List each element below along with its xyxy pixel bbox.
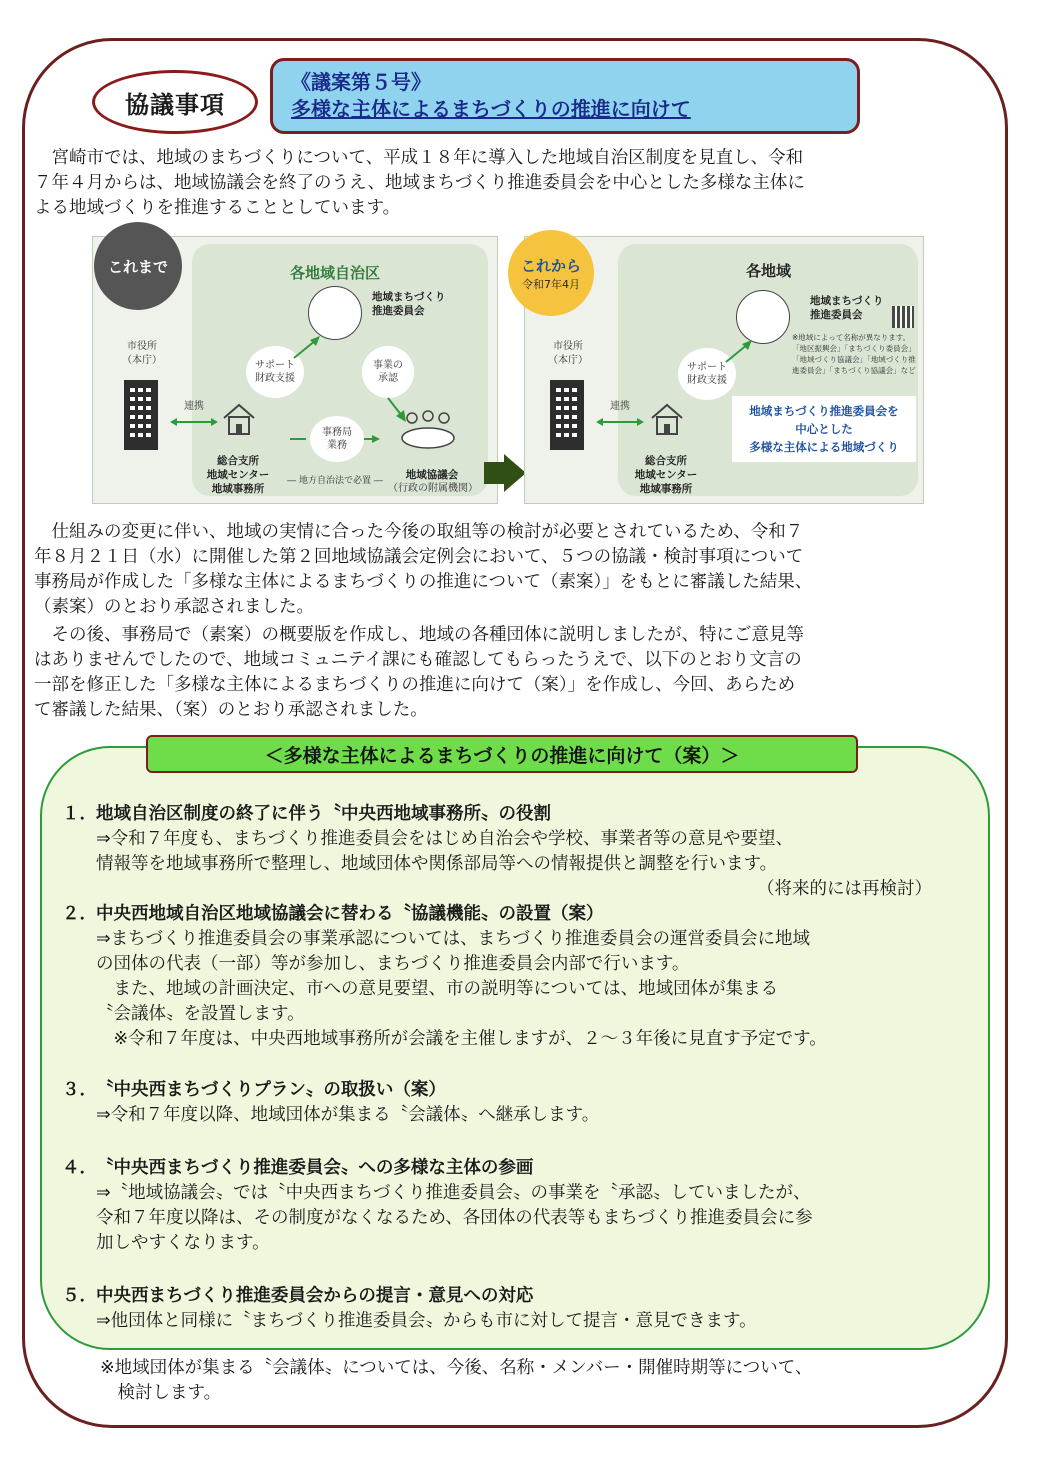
- item-line: ⇒他団体と同様に〝まちづくり推進委員会〟からも市に対して提言・意見できます。: [96, 1311, 757, 1331]
- process-paragraph: 仕組みの変更に伴い、地域の実情に合った今後の取組等の検討が必要とされているため、令和７ 年８月２１日（水）に開催した第２回地域協議会定例会において、５つの協議・検討事項について 事務局が作成した「多様な主体によるまちづくりの推進について（素案）」をもとに審議した結果、 （素案）のとおり承認されました。: [34, 522, 813, 617]
- qr-code-icon: [892, 306, 914, 328]
- proposal-item-3: [62, 1078, 982, 1128]
- support-bubble-right: サポート 財政支援: [678, 348, 736, 400]
- item-line: ⇒令和７年度も、まちづくり推進委員会をはじめ自治会や学校、事業者等の意見や要望、: [96, 829, 793, 849]
- two-way-arrow-icon: [170, 416, 218, 428]
- proposal-item-1: [62, 802, 982, 902]
- law-note: ― 地方自治法で必置 ―: [287, 476, 383, 486]
- proposal-item-4: [62, 1156, 982, 1256]
- committee-people-icon-right: [736, 290, 790, 344]
- renkei-label: 連携: [184, 401, 204, 412]
- highlight-line: 多様な主体による地域づくり: [749, 440, 899, 454]
- city-hall-label: 市役所 （本庁）: [122, 341, 162, 366]
- support-bubble: サポート 財政支援: [246, 346, 304, 398]
- item-heading: ２．中央西地域自治区地域協議会に替わる〝協議機能〟の設置（案）: [62, 904, 604, 924]
- proposal-item-5: [62, 1284, 982, 1334]
- approval-bubble: 事業の 承認: [362, 346, 414, 398]
- system-diagram: [92, 236, 958, 512]
- highlight-line: 中心とした: [795, 422, 853, 436]
- item-line: 加しやすくなります。: [96, 1233, 270, 1253]
- item-line: また、地域の計画決定、市への意見要望、市の説明等については、地域団体が集まる: [96, 979, 779, 999]
- renkei-label-right: 連携: [610, 401, 630, 412]
- footnote: [100, 1356, 970, 1406]
- proposal-title: ＜多様な主体によるまちづくりの推進に向けて（案）＞: [146, 735, 858, 773]
- item-line: ⇒まちづくり推進委員会の事業承認については、まちづくり推進委員会の運営委員会に地域: [96, 929, 810, 949]
- agenda-title-box: [270, 58, 860, 134]
- item-heading: ３．〝中央西まちづくりプラン〟の取扱い（案）: [62, 1080, 446, 1100]
- city-hall-building-icon: [124, 380, 158, 450]
- agenda-title: 多様な主体によるまちづくりの推進に向けて: [291, 97, 691, 121]
- house-icon-right: [650, 402, 684, 436]
- text-line: 宮崎市では、地域のまちづくりについて、平成１８年に導入した地域自治区制度を見直し、令和: [34, 148, 804, 168]
- before-title: 各地域自治区: [290, 264, 381, 282]
- highlight-line: 地域まちづくり推進委員会を: [749, 404, 899, 418]
- arrow-up-icon-right: [724, 340, 754, 364]
- item-line: ⇒令和７年度以降、地域団体が集まる〝会議体〟へ継承します。: [96, 1105, 600, 1125]
- item-heading: ５．中央西まちづくり推進委員会からの提言・意見への対応: [62, 1286, 534, 1306]
- city-hall-building-icon-right: [550, 380, 584, 450]
- item-line: ⇒〝地域協議会〟では〝中央西まちづくり推進委員会〟の事業を〝承認〟していましたが、: [96, 1183, 811, 1203]
- before-badge: これまで: [94, 222, 182, 310]
- committee-people-icon: [308, 286, 362, 340]
- meeting-table-icon: [398, 408, 458, 456]
- topic-badge: 協議事項: [92, 70, 258, 134]
- revision-paragraph: その後、事務局で（素案）の概要版を作成し、地域の各種団体に説明しましたが、特にご意見等 はありませんでしたので、地域コミュニテイ課にも確認してもらったうえで、以下のとおり文言の 一部を修正した「多様な主体によるまちづくりの推進に向けて（案）」を作成し、今回、あらため て審議した結果、（案）のとおり承認されました。: [34, 625, 804, 720]
- after-badge: [508, 230, 594, 316]
- item-heading: ４．〝中央西まちづくり推進委員会〟への多様な主体の参画: [62, 1158, 534, 1178]
- item-heading: １．地域自治区制度の終了に伴う〝中央西地域事務所〟の役割: [62, 804, 551, 824]
- committee-label-right: 地域まちづくり 推進委員会: [810, 295, 884, 321]
- intro-paragraph: [34, 146, 984, 221]
- footnote-line: ※地域団体が集まる〝会議体〟については、今後、名称・メンバー・開催時期等について、: [100, 1358, 813, 1378]
- agenda-number: 《議案第５号》: [291, 70, 431, 94]
- branch-label-right: 総合支所 地域センター 地域事務所: [634, 455, 698, 495]
- item-line: の団体の代表（一部）等が参加し、まちづくり推進委員会内部で行います。: [96, 954, 690, 974]
- council-sub-label: （行政の附属機関）: [388, 483, 478, 494]
- two-way-arrow-icon-right: [596, 416, 644, 428]
- committee-label: 地域まちづくり 推進委員会: [372, 291, 446, 317]
- item-line: 〝会議体〟を設置します。: [96, 1004, 305, 1024]
- house-icon: [222, 402, 256, 436]
- after-badge-text: これから: [520, 256, 581, 275]
- arrow-right-icon: [290, 434, 380, 444]
- item-line: ※令和７年度は、中央西地域事務所が会議を主催しますが、２～３年後に見直す予定です。: [96, 1029, 827, 1049]
- footnote-line: 検討します。: [100, 1383, 222, 1403]
- name-note: ※地域によって名称が異なります。 「地区振興会」「まちづくり委員会」 「地域づくり協議会」「地域づくり推 進委員会」「まちづくり協議会」など: [792, 333, 916, 375]
- after-title: 各地域: [746, 262, 792, 280]
- item-line: 情報等を地域事務所で整理し、地域団体や関係部局等への情報提供と調整を行います。: [96, 854, 778, 874]
- branch-label: 総合支所 地域センター 地域事務所: [206, 455, 270, 495]
- proposal-item-2: [62, 902, 982, 1052]
- office-task-bubble: 事務局 業務: [310, 416, 364, 462]
- after-badge-date: 令和7年4月: [522, 277, 580, 291]
- arrow-up-icon: [292, 336, 322, 360]
- highlight-box: [732, 396, 916, 462]
- item-line: 令和７年度以降は、その制度がなくなるため、各団体の代表等もまちづくり推進委員会に参: [96, 1208, 813, 1228]
- council-label: 地域協議会: [405, 469, 459, 481]
- text-line: よる地域づくりを推進することとしています。: [34, 198, 401, 218]
- item-note: （将来的には再検討）: [757, 879, 932, 899]
- text-line: ７年４月からは、地域協議会を終了のうえ、地域まちづくり推進委員会を中心とした多様な主体に: [34, 173, 805, 193]
- city-hall-label-right: 市役所 （本庁）: [548, 341, 588, 366]
